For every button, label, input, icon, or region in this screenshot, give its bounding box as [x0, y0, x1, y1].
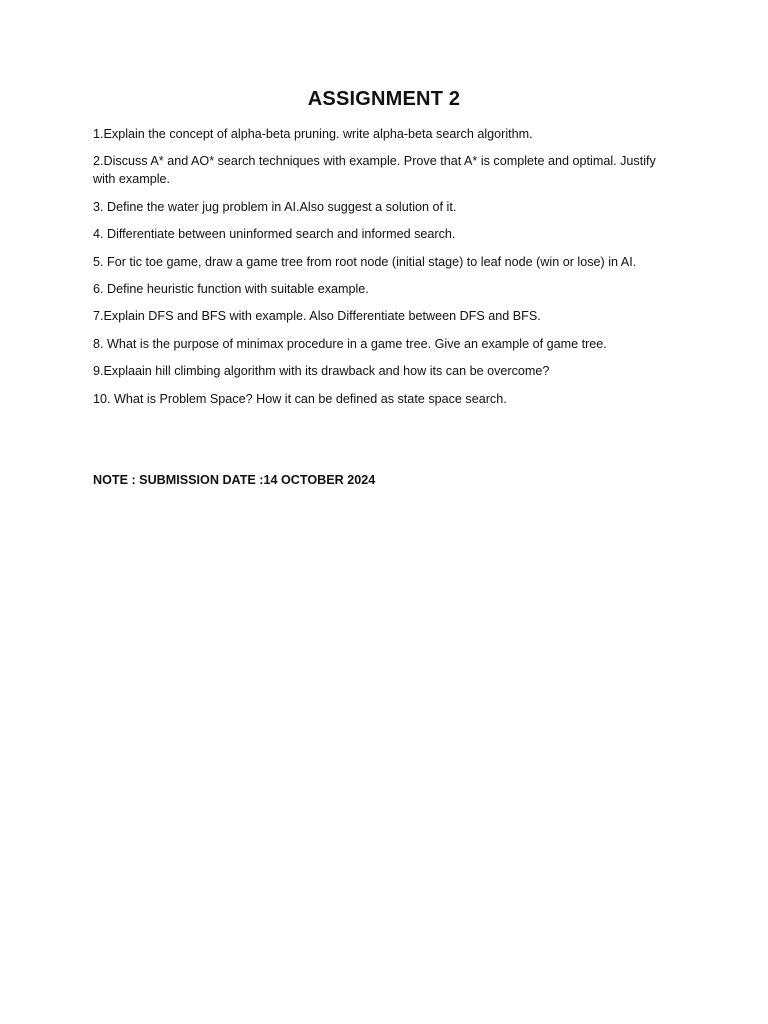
question-item: 2.Discuss A* and AO* search techniques with example. Prove that A* is complete and optimal. Justify with example. — [93, 154, 656, 187]
question-item: 6. Define heuristic function with suitable example. — [93, 281, 369, 296]
question-item: 4. Differentiate between uninformed search and informed search. — [93, 227, 456, 242]
question-list — [93, 125, 668, 417]
question-item: 9.Explaain hill climbing algorithm with its drawback and how its can be overcome? — [93, 364, 550, 379]
question-item: 10. What is Problem Space? How it can be defined as state space search. — [93, 391, 507, 406]
question-item: 5. For tic toe game, draw a game tree from root node (initial stage) to leaf node (win or lose) in AI. — [93, 254, 637, 269]
submission-note: NOTE : SUBMISSION DATE :14 OCTOBER 2024 — [93, 473, 376, 487]
question-item: 1.Explain the concept of alpha-beta pruning. write alpha-beta search algorithm. — [93, 127, 533, 141]
question-item: 7.Explain DFS and BFS with example. Also Differentiate between DFS and BFS. — [93, 309, 541, 324]
question-item: 8. What is the purpose of minimax procedure in a game tree. Give an example of game tree. — [93, 336, 607, 351]
question-item: 3. Define the water jug problem in AI.Also suggest a solution of it. — [93, 199, 457, 214]
page-title: ASSIGNMENT 2 — [307, 88, 461, 110]
